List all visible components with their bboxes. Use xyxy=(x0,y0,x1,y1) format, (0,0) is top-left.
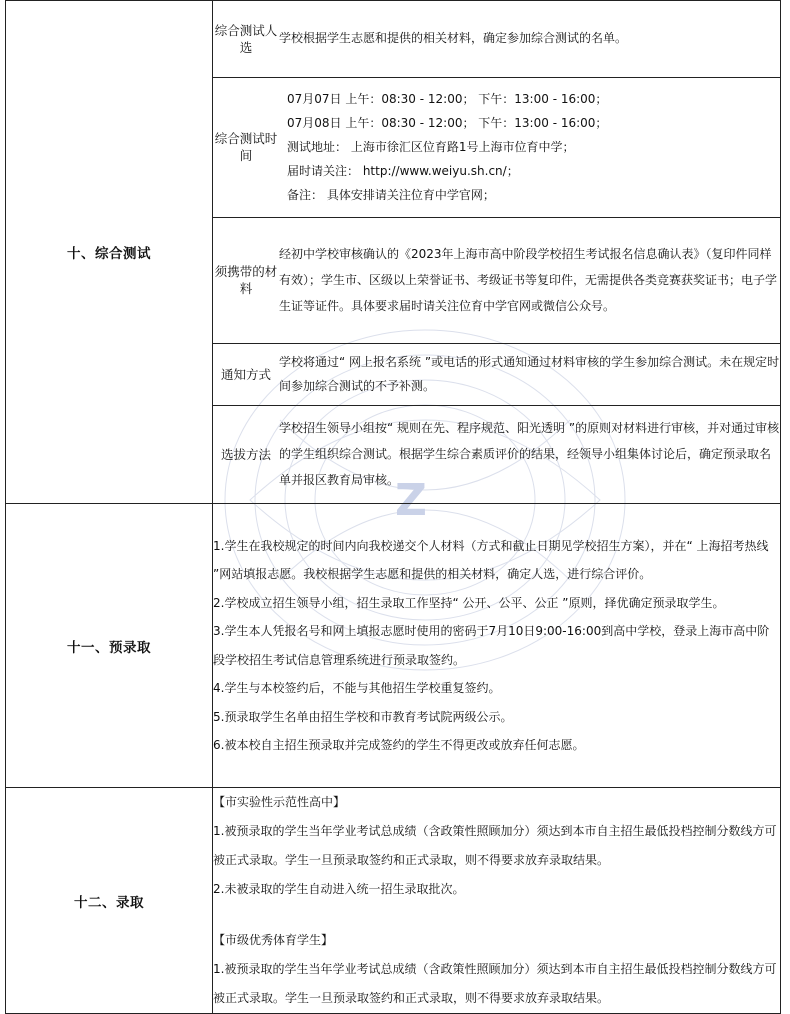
svg-text:Z: Z xyxy=(395,475,427,526)
selection-method-text: 学校招生领导小组按“ 规则在先、程序规范、阳光透明 ”的原则对材料进行审核，并对通过审核的学生组织综合测试。根据学生综合素质评价的结果，经领导小组集体讨论后，确定预录取名单并报区教育局审核。 xyxy=(279,421,780,488)
section-12-title: 十二、录取 xyxy=(6,788,213,1014)
label-test-time: 综合测试时间 xyxy=(213,77,279,217)
test-website: 届时请关注： http://www.weiyu.sh.cn/； xyxy=(287,164,519,178)
section-11-title: 十一、预录取 xyxy=(6,504,213,788)
admission-block1-item-2: 2.未被录取的学生自动进入统一招生录取批次。 xyxy=(213,882,465,896)
candidates-text: 学校根据学生志愿和提供的相关材料，确定参加综合测试的名单。 xyxy=(279,31,628,46)
test-address: 测试地址： 上海市徐汇区位育路1号上海市位育中学； xyxy=(287,140,575,154)
section-10-row xyxy=(6,1,781,504)
label-selection-method: 选拔方法 xyxy=(220,446,271,462)
pre-admission-item-2: 2.学校成立招生领导小组，招生录取工作坚持“ 公开、公平、公正 ”原则，择优确定预录取学生。 xyxy=(213,595,725,610)
test-note: 备注： 具体安排请关注位育中学官网； xyxy=(287,188,495,202)
materials-text: 经初中学校审核确认的《2023年上海市高中阶段学校招生考试报名信息确认表》（复印件同样有效）；学生市、区级以上荣誉证书、考级证书等复印件，无需提供各类竞赛获奖证书；电子学生证等证件。具体要求届时请关注位育中学官网或微信公众号。 xyxy=(279,247,778,313)
section-10-subtable xyxy=(213,1,780,503)
label-notification: 通知方式 xyxy=(213,343,279,405)
pre-admission-item-3: 3.学生本人凭报名号和网上填报志愿时使用的密码于7月10日9:00-16:00到高中学校，登录上海市高中阶段学校招生考试信息管理系统进行预录取签约。 xyxy=(213,624,770,667)
pre-admission-item-4: 4.学生与本校签约后，不能与其他招生学校重复签约。 xyxy=(213,681,501,695)
admission-table xyxy=(5,0,781,1014)
label-test-candidates: 综合测试人选 xyxy=(213,1,279,77)
notification-text: 学校将通过“ 网上报名系统 ”或电话的形式通知通过材料审核的学生参加综合测试。未在规定时间参加综合测试的不予补测。 xyxy=(279,355,780,393)
pre-admission-item-6: 6.被本校自主招生预录取并完成签约的学生不得更改或放弃任何志愿。 xyxy=(213,738,585,752)
admission-block2-heading: 【市级优秀体育学生】 xyxy=(213,933,334,947)
section-10-title: 十、综合测试 xyxy=(6,1,213,504)
admission-block1-item-1: 1.被预录取的学生当年学业考试总成绩（含政策性照顾加分）须达到本市自主招生最低投档控制分数线方可被正式录取。学生一旦预录取签约和正式录取，则不得要求放弃录取结果。 xyxy=(213,824,777,867)
pre-admission-item-1: 1.学生在我校规定的时间内向我校递交个人材料（方式和截止日期见学校招生方案），并在“ 上海招考热线 ”网站填报志愿。我校根据学生志愿和提供的相关材料，确定人选，进行综合评价。 xyxy=(213,538,769,581)
pre-admission-item-5: 5.预录取学生名单由招生学校和市教育考试院两级公示。 xyxy=(213,709,513,724)
test-time-day1: 07月07日 上午：08:30 - 12:00； 下午：13:00 - 16:00； xyxy=(287,92,608,106)
test-time-day2: 07月08日 上午：08:30 - 12:00； 下午：13:00 - 16:00； xyxy=(287,116,608,130)
spacer xyxy=(213,904,780,926)
label-materials: 须携带的材料 xyxy=(213,217,279,343)
section-11-row xyxy=(6,504,781,788)
admission-block2-item-1: 1.被预录取的学生当年学业考试总成绩（含政策性照顾加分）须达到本市自主招生最低投档控制分数线方可被正式录取。学生一旦预录取签约和正式录取，则不得要求放弃录取结果。 xyxy=(213,962,777,1005)
admission-block1-heading: 【市实验性示范性高中】 xyxy=(213,795,346,809)
section-12-row xyxy=(6,788,781,1014)
